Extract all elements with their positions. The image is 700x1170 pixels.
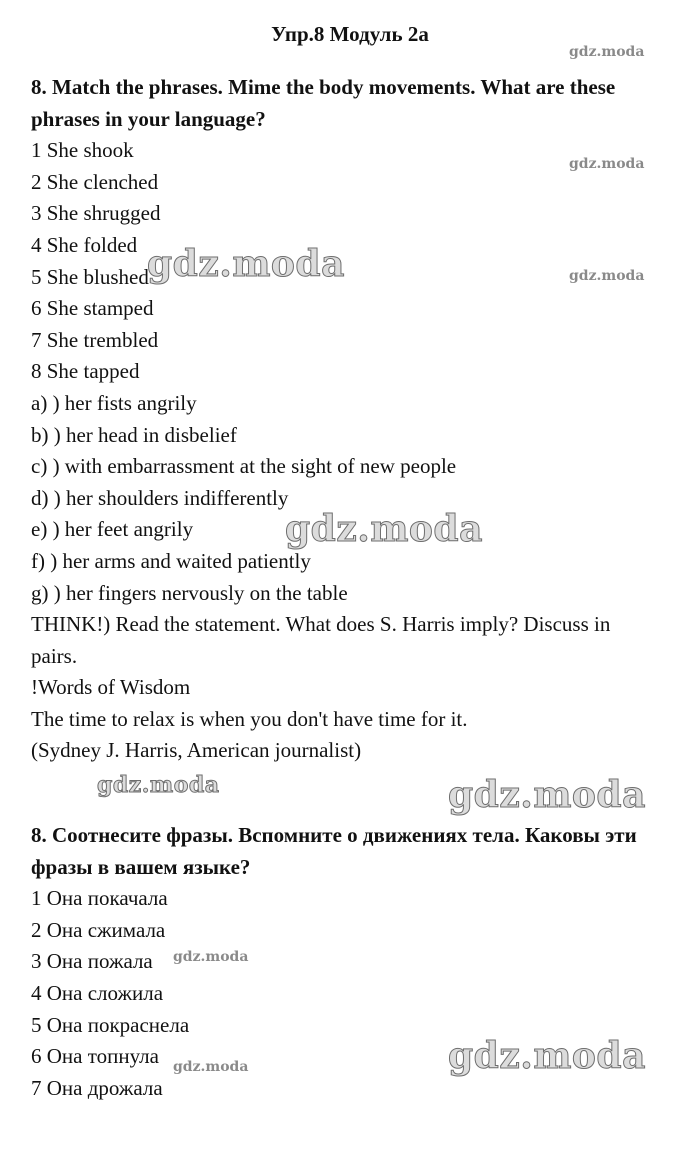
english-section (31, 72, 671, 767)
exercise-content (31, 72, 671, 1104)
english-phrase-8: 8 She tapped (31, 359, 140, 384)
english-phrase-6: 6 She stamped (31, 296, 154, 321)
think-line-2: pairs. (31, 643, 78, 668)
english-ending-d: d) ) her shoulders indifferently (31, 485, 289, 510)
watermark: gdz.moda (173, 1059, 249, 1075)
english-phrase-4: 4 She folded (31, 232, 138, 257)
russian-phrase-5: 5 Она покраснела (31, 1012, 190, 1037)
watermark: gdz.moda (569, 44, 645, 60)
watermark: gdz.moda (147, 243, 345, 285)
page-title: Упр.8 Модуль 2а (271, 22, 429, 46)
english-ending-f: f) ) her arms and waited patiently (31, 548, 311, 573)
russian-phrase-7: 7 Она дрожала (31, 1075, 163, 1100)
russian-heading-line-1: 8. Соотнесите фразы. Вспомните о движениях тела. Каковы эти (31, 823, 637, 848)
english-heading-line-2: phrases in your language? (31, 106, 266, 131)
english-phrase-2: 2 She clenched (31, 169, 159, 194)
watermark: gdz.moda (173, 949, 249, 965)
english-phrase-7: 7 She trembled (31, 327, 159, 352)
english-ending-g: g) ) her fingers nervously on the table (31, 580, 348, 605)
english-ending-b: b) ) her head in disbelief (31, 422, 237, 447)
quote-author: (Sydney J. Harris, American journalist) (31, 738, 362, 763)
russian-phrase-1: 1 Она покачала (31, 886, 168, 911)
russian-phrase-4: 4 Она сложила (31, 981, 164, 1006)
english-heading-line-1: 8. Match the phrases. Mime the body movements. What are these (31, 75, 616, 99)
english-phrase-1: 1 She shook (31, 138, 134, 163)
russian-phrase-3: 3 Она пожала (31, 949, 153, 974)
watermark: gdz.moda (569, 268, 645, 284)
watermark: gdz.moda (448, 1035, 646, 1077)
watermark: gdz.moda (97, 772, 220, 798)
russian-heading-line-2: фразы в вашем языке? (31, 854, 251, 879)
watermark: gdz.moda (448, 774, 646, 816)
english-ending-c: c) ) with embarrassment at the sight of new people (31, 454, 457, 479)
section-divider-space (31, 767, 671, 820)
think-line-1: THINK!) Read the statement. What does S. Harris imply? Discuss in (31, 612, 611, 637)
english-ending-e: e) ) her feet angrily (31, 517, 194, 542)
wisdom-quote: The time to relax is when you don't have time for it. (31, 706, 468, 731)
watermark: gdz.moda (285, 508, 483, 550)
english-phrase-3: 3 She shrugged (31, 201, 161, 226)
watermark: gdz.moda (569, 156, 645, 172)
english-ending-a: a) ) her fists angrily (31, 390, 197, 415)
russian-phrase-2: 2 Она сжимала (31, 917, 166, 942)
wisdom-title: !Words of Wisdom (31, 675, 191, 700)
russian-phrase-6: 6 Она топнула (31, 1044, 159, 1069)
russian-section (31, 820, 671, 1104)
english-phrase-5: 5 She blushed (31, 264, 149, 289)
